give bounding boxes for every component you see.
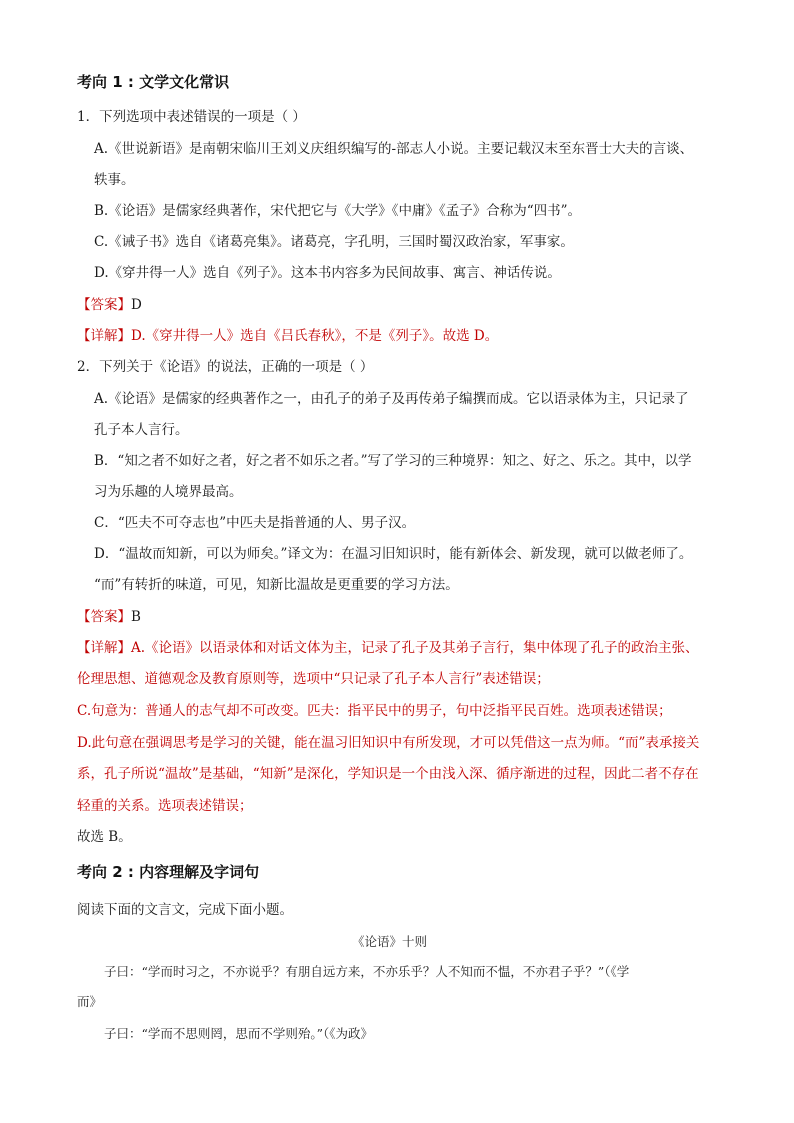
- detail-text: D.《穿井得一人》选自《吕氏春秋》，不是《列子》。故选 D。: [131, 328, 499, 344]
- question-1-option-b: B.《论语》是儒家经典著作，宋代把它与《大学》《中庸》《孟子》合称为“四书”。: [94, 203, 582, 219]
- reading-paragraph-2: 子曰：“学而不思则罔，思而不学则殆。”（《为政》: [104, 1026, 374, 1041]
- question-2-option-c: C．“匹夫不可夺志也”中匹夫是指普通的人、男子汉。: [94, 515, 416, 531]
- question-2-option-a: A.《论语》是儒家的经典著作之一，由孔子的弟子及再传弟子编撰而成。它以语录体为主，只记录了: [94, 391, 689, 407]
- reading-title: 《论语》十则: [352, 934, 428, 949]
- question-1-option-a-cont: 轶事。: [94, 172, 135, 188]
- question-2-stem: 2．下列关于《论语》的说法，正确的一项是（ ）: [77, 359, 374, 375]
- question-2-detail-line: 轻重的关系。选项表述错误；: [77, 798, 253, 814]
- question-2-option-d-cont: “而”有转折的味道，可见，知新比温故是更重要的学习方法。: [94, 577, 459, 593]
- question-2-option-b-cont: 习为乐趣的人境界最高。: [94, 484, 243, 500]
- question-2-conclusion: 故选 B。: [77, 829, 132, 845]
- question-1-detail: [77, 326, 498, 346]
- question-1-answer: [77, 295, 142, 315]
- detail-tag: 【详解】: [77, 328, 131, 344]
- question-2-option-d: D．“温故而知新，可以为师矣。”译文为：在温习旧知识时，能有新体会、新发现，就可以做老师了。: [94, 546, 693, 562]
- question-2-detail: [77, 638, 699, 658]
- question-2-option-a-cont: 孔子本人言行。: [94, 422, 189, 438]
- question-1-option-a: A.《世说新语》是南朝宋临川王刘义庆组织编写的-部志人小说。主要记载汉末至东晋士大夫的言谈、: [94, 141, 694, 157]
- question-2-detail-line: 系，孔子所说“温故”是基础，“知新”是深化，学知识是一个由浅入深、循序渐进的过程，因此二者不存在: [77, 766, 699, 782]
- detail-text: A.《论语》以语录体和对话文体为主，记录了孔子及其弟子言行，集中体现了孔子的政治主张、: [131, 640, 699, 656]
- question-1-stem: 1．下列选项中表述错误的一项是（ ）: [77, 109, 306, 125]
- question-2-option-b: B．“知之者不如好之者，好之者不如乐之者。”写了学习的三种境界：知之、好之、乐之。其中，以学: [94, 453, 692, 469]
- reading-paragraph-1-cont: 而》: [77, 994, 103, 1009]
- question-2-detail-line: D.此句意在强调思考是学习的关键，能在温习旧知识中有所发现，才可以凭借这一点为师。“而”表承接关: [77, 735, 700, 751]
- section-heading-2: 考向 2 : 内容理解及字词句: [77, 863, 260, 881]
- answer-tag: 【答案】: [77, 297, 131, 313]
- reading-intro: 阅读下面的文言文，完成下面小题。: [77, 902, 293, 918]
- section-heading-1: 考向 1 : 文学文化常识: [77, 73, 230, 91]
- question-2-detail-line: C.句意为：普通人的志气却不可改变。匹夫：指平民中的男子，句中泛指平民百姓。选项表述错误；: [77, 703, 672, 719]
- detail-tag: 【详解】: [77, 640, 131, 656]
- answer-tag: 【答案】: [77, 609, 131, 625]
- question-1-option-c: C.《诫子书》选自《诸葛亮集》。诸葛亮，字孔明，三国时蜀汉政治家，军事家。: [94, 234, 574, 250]
- answer-value: D: [131, 297, 142, 313]
- question-1-option-d: D.《穿井得一人》选自《列子》。这本书内容多为民间故事、寓言、神话传说。: [94, 265, 561, 281]
- answer-value: B: [131, 609, 141, 625]
- question-2-answer: [77, 607, 141, 627]
- reading-paragraph-1: 子曰：“学而时习之，不亦说乎？有朋自远方来，不亦乐乎？人不知而不愠，不亦君子乎？”（《学: [104, 964, 630, 979]
- question-2-detail-line: 伦理思想、道德观念及教育原则等，选项中“只记录了孔子本人言行”表述错误；: [77, 671, 550, 687]
